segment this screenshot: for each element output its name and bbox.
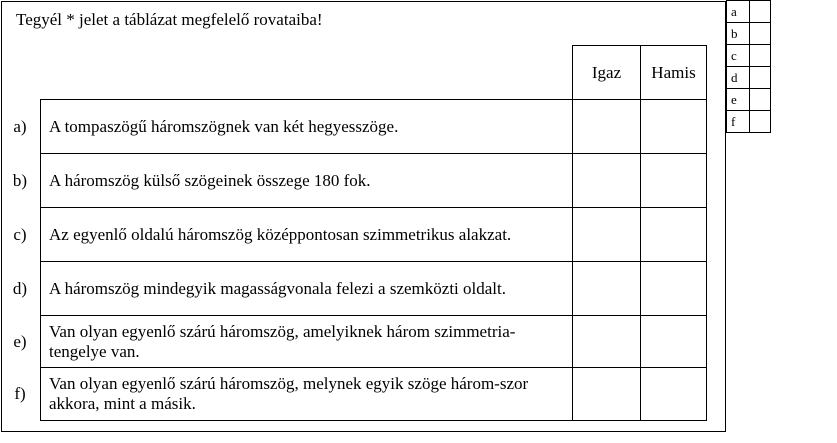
statement-row-e — [0, 315, 725, 368]
score-grid-label: e — [727, 89, 750, 111]
statement-letter: e) — [13, 331, 27, 351]
answer-cell-false[interactable] — [640, 367, 707, 421]
statement-row-f — [0, 367, 725, 421]
statement-text: A háromszög külső szögeinek összege 180 fok. — [40, 153, 573, 208]
score-box[interactable] — [749, 111, 770, 133]
score-grid-label: a — [727, 1, 750, 23]
score-grid-label: f — [727, 111, 750, 133]
score-grid-label: b — [727, 23, 750, 45]
instruction-text: Tegyél * jelet a táblázat megfelelő rovataiba! — [16, 10, 323, 29]
statement-text: A háromszög mindegyik magasságvonala felezi a szemközti oldalt. — [40, 261, 573, 316]
score-box[interactable] — [749, 45, 770, 67]
statement-letter: b) — [12, 170, 28, 190]
statement-row-b — [0, 153, 725, 208]
statement-text: A tompaszögű háromszögnek van két hegyesszöge. — [40, 99, 573, 154]
answer-cell-false[interactable] — [640, 153, 707, 208]
answer-cell-false[interactable] — [640, 207, 707, 262]
column-header-false: Hamis — [640, 45, 707, 100]
score-box[interactable] — [749, 67, 770, 89]
statement-text: Van olyan egyenlő szárú háromszög, melynek egyik szöge három-szor akkora, mint a másik. — [40, 367, 573, 421]
answer-cell-true[interactable] — [572, 153, 641, 208]
answer-cell-true[interactable] — [572, 99, 641, 154]
answer-cell-true[interactable] — [572, 207, 641, 262]
answer-cell-true[interactable] — [572, 261, 641, 316]
column-header-true: Igaz — [572, 45, 641, 100]
statement-letter: c) — [13, 224, 27, 244]
statement-row-a — [0, 99, 725, 154]
answer-cell-true[interactable] — [572, 367, 641, 421]
score-grid-label: d — [727, 67, 750, 89]
statement-row-d — [0, 261, 725, 316]
answer-cell-false[interactable] — [640, 315, 707, 368]
score-box[interactable] — [749, 1, 770, 23]
score-grid — [726, 0, 771, 133]
statement-letter: d) — [12, 278, 28, 298]
statement-text: Az egyenlő oldalú háromszög középpontosan szimmetrikus alakzat. — [40, 207, 573, 262]
score-grid-label: c — [727, 45, 750, 67]
score-box[interactable] — [749, 89, 770, 111]
answer-cell-false[interactable] — [640, 99, 707, 154]
statement-letter: a) — [13, 116, 27, 136]
answer-cell-false[interactable] — [640, 261, 707, 316]
score-box[interactable] — [749, 23, 770, 45]
statement-text: Van olyan egyenlő szárú háromszög, amelyiknek három szimmetria-tengelye van. — [40, 315, 573, 368]
answer-cell-true[interactable] — [572, 315, 641, 368]
statement-letter: f) — [14, 384, 26, 403]
statement-row-c — [0, 207, 725, 262]
